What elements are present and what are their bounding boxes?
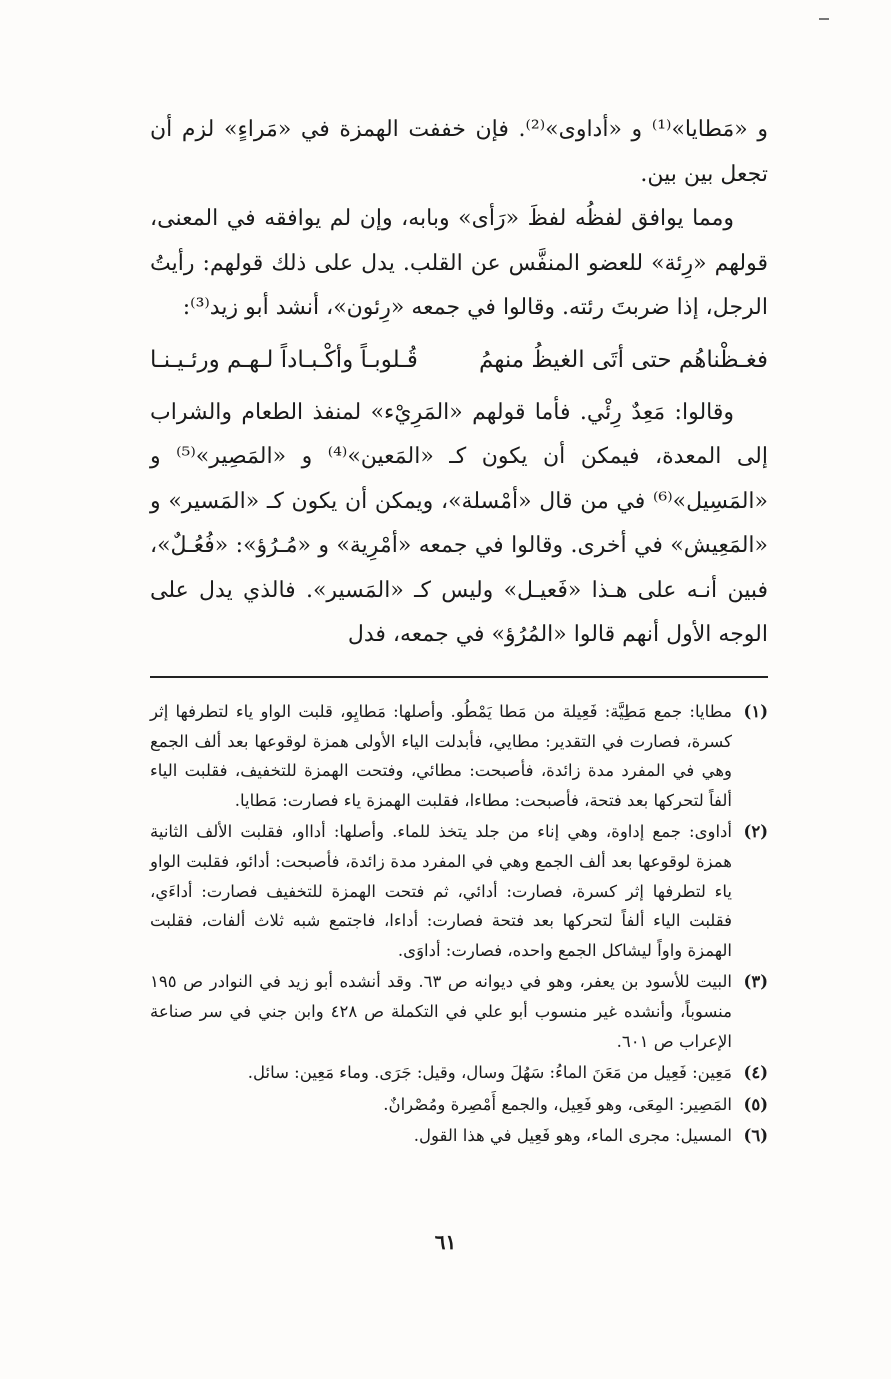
poem-second-hemistich: قُـلوبـاً وأكْـبـاداً لـهـم ورئـيـنـا [150, 346, 418, 373]
footnote-number: (٥) [743, 1094, 768, 1114]
footnote-number: (٤) [743, 1063, 768, 1083]
footnote-5 [150, 1090, 768, 1120]
footnote-4 [150, 1058, 768, 1088]
footnote-text: أداوى: جمع إداوة، وهي إناء من جلد يتخذ للماء. وأصلها: أدااو، فقلبت الألف الثانية همزة لوقوعها بعد ألف الجمع وهي في المفرد مدة زائدة، فأصبحت: أدائو، فقلبت الواو ياء لتطرفها إثر كسرة، فصارت: أدائي، ثم فتحت الهمزة للتخفيف فصارت: أداءَي، فقلبت الياء ألفاً لتحركها بعد فتحة فصارت: أداءا، فاجتمع شبه ثلاث ألفات، فقلبت الهمزة واواً ليشاكل الجمع واحده، فصارت: أداوَى. [150, 822, 732, 960]
footnote-text: المَصِير: المِعَى، وهو فَعِيل، والجمع أَمْصِرة ومُصْرانٌ. [383, 1094, 732, 1114]
footnotes [150, 697, 768, 1153]
footnote-1 [150, 697, 768, 815]
footnote-number: (١) [743, 702, 768, 721]
footnote-text: مطايا: جمع مَطِيَّة: فَعِيلة من مَطا يَمْطُو. وأصلها: مَطايِو، قلبت الواو ياء لتطرفها إثر كسرة، فصارت في التقدير: مطايي، فأبدلت الياء الأولى همزة لوقوعها بعد ألف الجمع وهي في المفرد مدة زائدة، فأصبحت: مطائي، وفتحت الهمزة للتخفيف، فقلبت الياء ألفاً لتحركها بعد فتحة، فأصبحت: مطاءا، فقلبت الهمزة ياء فصارت: مَطايا. [150, 702, 732, 810]
footnote-2 [150, 817, 768, 965]
footnote-3 [150, 967, 768, 1056]
footnote-number: (٦) [743, 1126, 768, 1146]
footnote-text: مَعِين: فَعِيل من مَعَنَ الماءُ: سَهُلَ وسال، وقيل: جَرَى. وماء مَعِين: سائل. [247, 1063, 732, 1083]
paragraph-3: وقالوا: مَعِدٌ رِئْي. فأما قولهم «المَرِيْء» لمنفذ الطعام والشراب إلى المعدة، فيمكن أن يكون كـ «المَعين»⁽⁴⁾ و «المَصِير»⁽⁵⁾ و «المَسِيل»⁽⁶⁾ في من قال «أمْسلة»، ويمكن أن يكون كـ «المَسير» و «المَعِيش» في أخرى. وقالوا في جمعه «أمْرِية» و «مُـرُؤ»: «فُعُـلٌ»، فبين أنـه على هـذا «فَعيـل» وليس كـ «المَسير». فالذي يدل على الوجه الأول أنهم قالوا «المُرُؤ» في جمعه، فدل [150, 399, 768, 647]
corner-mark [819, 18, 829, 20]
paragraph-2: ومما يوافق لفظُه لفظَ «رَأى» وبابه، وإن لم يوافقه في المعنى، قولهم «رِئة» للعضو المنفَّس عن القلب. يدل على ذلك قولهم: رأيتُ الرجل، إذا ضربتَ رئته. وقالوا في جمعه «رِئون»، أنشد أبو زيد⁽³⁾: [150, 206, 768, 320]
paragraph-1: و «مَطايا»⁽¹⁾ و «أداوى»⁽²⁾. فإن خففت الهمزة في «مَراءٍ» لزم أن تجعل بين بين. [150, 117, 768, 187]
footnote-text: المسيل: مجرى الماء، وهو فَعِيل في هذا القول. [413, 1126, 732, 1146]
footnote-text: البيت للأسود بن يعفر، وهو في ديوانه ص ٦٣. وقد أنشده أبو زيد في النوادر ص ١٩٥ منسوباً، وأنشده غير منسوب أبو علي في التكملة ص ٤٢٨ وابن جني في سر صناعة الإعراب ص ٦٠١. [150, 972, 732, 1051]
poem-first-hemistich: فغـظْناهُم حتى أتَى الغيظُ منهمُ [478, 346, 768, 373]
poem-verse [150, 337, 768, 387]
main-text [150, 108, 768, 658]
footnote-6 [150, 1121, 768, 1151]
footnote-separator [150, 676, 768, 678]
page-number: ٦١ [434, 1230, 457, 1254]
footnote-number: (٢) [743, 822, 768, 842]
footnote-number: (٣) [743, 972, 768, 992]
